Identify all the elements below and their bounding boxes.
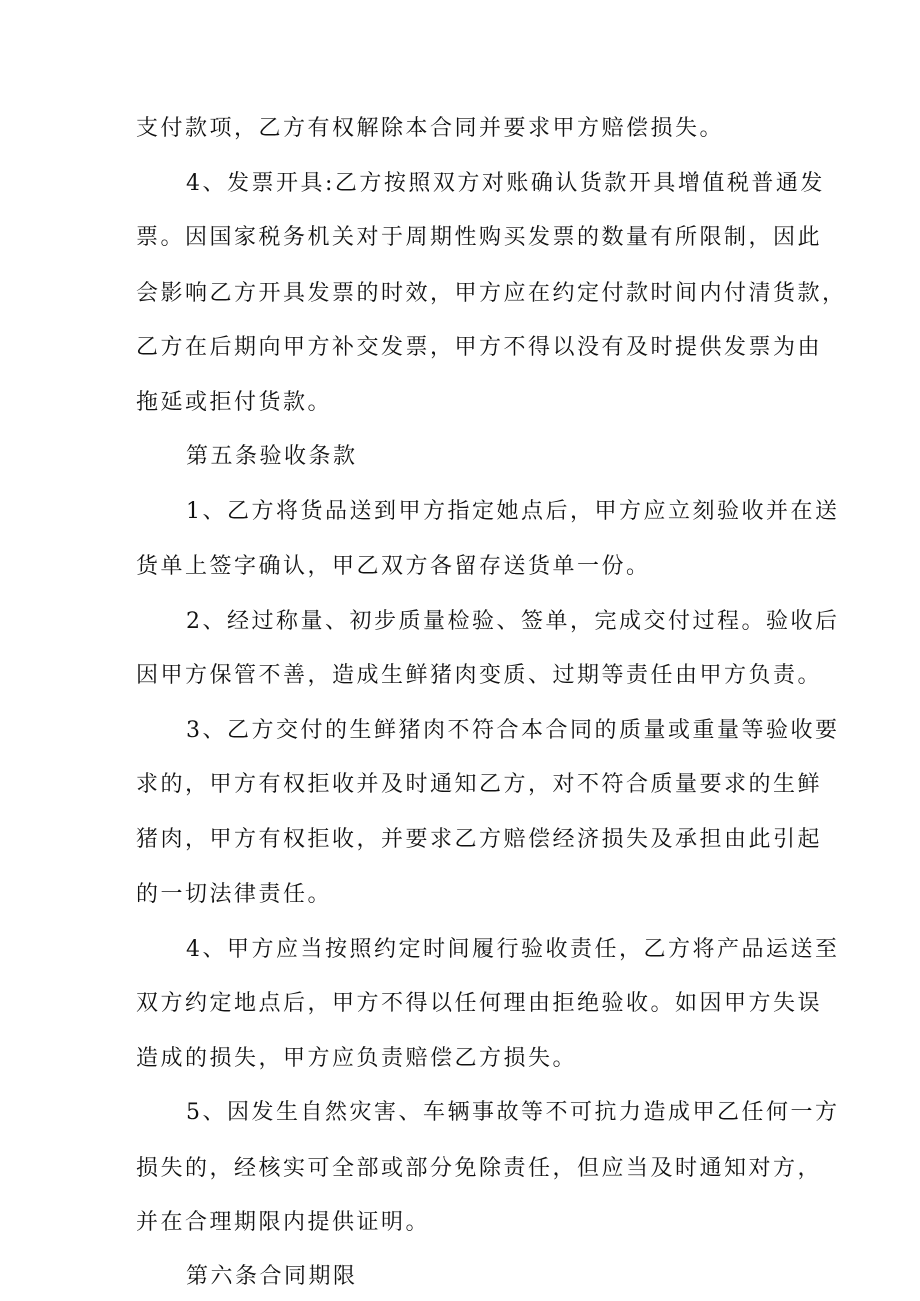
text-line: 支付款项，乙方有权解除本合同并要求甲方赔偿损失。 (136, 116, 725, 141)
text-line: 会影响乙方开具发票的时效，甲方应在约定付款时间内付清货款， (136, 281, 847, 306)
section-heading: 第六条合同期限 (186, 1264, 358, 1289)
text-line: 1、乙方将货品送到甲方指定她点后，甲方应立刻验收并在送 (186, 499, 840, 524)
text-line: 4、发票开具:乙方按照双方对账确认货款开具增值税普通发 (186, 171, 825, 196)
text-line: 并在合理期限内提供证明。 (136, 1210, 431, 1235)
text-line: 货单上签字确认，甲乙双方各留存送货单一份。 (136, 554, 651, 579)
text-line: 猪肉，甲方有权拒收，并要求乙方赔偿经济损失及承担由此引起 (136, 827, 823, 852)
text-line: 双方约定地点后，甲方不得以任何理由拒绝验收。如因甲方失误 (136, 991, 823, 1016)
text-line: 因甲方保管不善，造成生鲜猪肉变质、过期等责任由甲方负责。 (136, 663, 823, 688)
text-line: 4、甲方应当按照约定时间履行验收责任，乙方将产品运送至 (186, 937, 840, 962)
text-line: 损失的，经核实可全部或部分免除责任，但应当及时通知对方， (136, 1156, 823, 1181)
section-heading: 第五条验收条款 (186, 444, 358, 469)
text-line: 乙方在后期向甲方补交发票，甲方不得以没有及时提供发票为由 (136, 335, 823, 360)
text-line: 票。因国家税务机关对于周期性购买发票的数量有所限制，因此 (136, 225, 823, 250)
text-line: 求的，甲方有权拒收并及时通知乙方，对不符合质量要求的生鲜 (136, 772, 823, 797)
text-line: 2、经过称量、初步质量检验、签单，完成交付过程。验收后 (186, 609, 840, 634)
text-line: 5、因发生自然灾害、车辆事故等不可抗力造成甲乙任何一方 (186, 1100, 840, 1125)
text-line: 3、乙方交付的生鲜猪肉不符合本合同的质量或重量等验收要 (186, 718, 840, 743)
text-line: 造成的损失，甲方应负责赔偿乙方损失。 (136, 1046, 578, 1071)
text-line: 的一切法律责任。 (136, 882, 333, 907)
text-line: 拖延或拒付货款。 (136, 390, 333, 415)
